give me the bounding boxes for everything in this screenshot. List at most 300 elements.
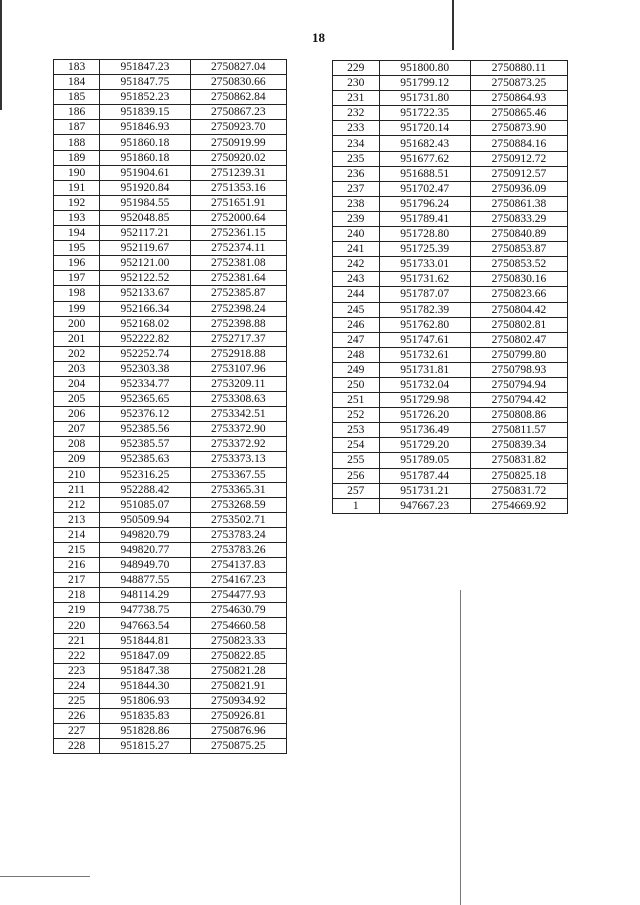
y-coordinate-cell: 2753308.63 (190, 392, 286, 407)
y-coordinate-cell: 2754660.58 (190, 618, 286, 633)
point-number-cell: 249 (333, 362, 380, 377)
table-row (333, 317, 568, 332)
point-number-cell: 229 (333, 61, 380, 76)
table-row (54, 361, 287, 376)
scan-edge-line-top-right (452, 0, 454, 50)
point-number-cell: 187 (54, 120, 100, 135)
table-row (333, 438, 568, 453)
table-row (333, 91, 568, 106)
table-row (333, 272, 568, 287)
x-coordinate-cell: 952376.12 (100, 407, 190, 422)
y-coordinate-cell: 2753372.92 (190, 437, 286, 452)
x-coordinate-cell: 948949.70 (100, 558, 190, 573)
point-number-cell: 219 (54, 603, 100, 618)
table-row (54, 150, 287, 165)
x-coordinate-cell: 951731.21 (379, 483, 470, 498)
point-number-cell: 194 (54, 226, 100, 241)
x-coordinate-cell: 951702.47 (379, 181, 470, 196)
x-coordinate-cell: 947663.54 (100, 618, 190, 633)
table-row (333, 181, 568, 196)
table-row (333, 347, 568, 362)
table-row (54, 678, 287, 693)
x-coordinate-cell: 951732.61 (379, 347, 470, 362)
x-coordinate-cell: 951904.61 (100, 165, 190, 180)
point-number-cell: 192 (54, 195, 100, 210)
table-row (54, 392, 287, 407)
table-row (54, 301, 287, 316)
y-coordinate-cell: 2752717.37 (190, 331, 286, 346)
point-number-cell: 198 (54, 286, 100, 301)
table-row (54, 195, 287, 210)
y-coordinate-cell: 2754669.92 (470, 498, 567, 513)
table-row (54, 482, 287, 497)
y-coordinate-cell: 2750875.25 (190, 739, 286, 754)
x-coordinate-cell: 951860.18 (100, 150, 190, 165)
point-number-cell: 191 (54, 180, 100, 195)
y-coordinate-cell: 2753268.59 (190, 497, 286, 512)
x-coordinate-cell: 949820.77 (100, 543, 190, 558)
point-number-cell: 208 (54, 437, 100, 452)
table-row (54, 467, 287, 482)
x-coordinate-cell: 951815.27 (100, 739, 190, 754)
y-coordinate-cell: 2750830.66 (190, 75, 286, 90)
x-coordinate-cell: 947667.23 (379, 498, 470, 513)
y-coordinate-cell: 2753783.24 (190, 527, 286, 542)
point-number-cell: 205 (54, 392, 100, 407)
point-number-cell: 183 (54, 60, 100, 75)
point-number-cell: 245 (333, 302, 380, 317)
x-coordinate-cell: 952222.82 (100, 331, 190, 346)
table-row (333, 332, 568, 347)
point-number-cell: 253 (333, 423, 380, 438)
point-number-cell: 185 (54, 90, 100, 105)
point-number-cell: 225 (54, 693, 100, 708)
point-number-cell: 211 (54, 482, 100, 497)
scan-edge-line-bottom (0, 876, 90, 877)
point-number-cell: 189 (54, 150, 100, 165)
table-row (54, 693, 287, 708)
x-coordinate-cell: 951720.14 (379, 121, 470, 136)
table-row (333, 498, 568, 513)
x-coordinate-cell: 951731.80 (379, 91, 470, 106)
x-coordinate-cell: 952166.34 (100, 301, 190, 316)
x-coordinate-cell: 951085.07 (100, 497, 190, 512)
y-coordinate-cell: 2753502.71 (190, 512, 286, 527)
point-number-cell: 226 (54, 709, 100, 724)
y-coordinate-cell: 2753209.11 (190, 376, 286, 391)
y-coordinate-cell: 2750853.87 (470, 242, 567, 257)
y-coordinate-cell: 2750822.85 (190, 648, 286, 663)
x-coordinate-cell: 952133.67 (100, 286, 190, 301)
point-number-cell: 1 (333, 498, 380, 513)
table-row (333, 227, 568, 242)
x-coordinate-cell: 951835.83 (100, 709, 190, 724)
y-coordinate-cell: 2750926.81 (190, 709, 286, 724)
point-number-cell: 223 (54, 663, 100, 678)
point-number-cell: 255 (333, 453, 380, 468)
point-number-cell: 216 (54, 558, 100, 573)
point-number-cell: 195 (54, 241, 100, 256)
table-row (333, 61, 568, 76)
y-coordinate-cell: 2750827.04 (190, 60, 286, 75)
y-coordinate-cell: 2752374.11 (190, 241, 286, 256)
y-coordinate-cell: 2750808.86 (470, 408, 567, 423)
y-coordinate-cell: 2750873.25 (470, 76, 567, 91)
x-coordinate-cell: 952385.56 (100, 422, 190, 437)
x-coordinate-cell: 947738.75 (100, 603, 190, 618)
point-number-cell: 241 (333, 242, 380, 257)
table-row (54, 256, 287, 271)
x-coordinate-cell: 951796.24 (379, 196, 470, 211)
point-number-cell: 247 (333, 332, 380, 347)
y-coordinate-cell: 2753365.31 (190, 482, 286, 497)
y-coordinate-cell: 2752381.64 (190, 271, 286, 286)
table-row (54, 633, 287, 648)
y-coordinate-cell: 2750873.90 (470, 121, 567, 136)
y-coordinate-cell: 2750864.93 (470, 91, 567, 106)
table-row (54, 376, 287, 391)
point-number-cell: 236 (333, 166, 380, 181)
table-row (54, 75, 287, 90)
point-number-cell: 188 (54, 135, 100, 150)
y-coordinate-cell: 2750884.16 (470, 136, 567, 151)
x-coordinate-cell: 951789.05 (379, 453, 470, 468)
x-coordinate-cell: 951732.04 (379, 377, 470, 392)
table-row (333, 362, 568, 377)
point-number-cell: 238 (333, 196, 380, 211)
point-number-cell: 237 (333, 181, 380, 196)
x-coordinate-cell: 948114.29 (100, 588, 190, 603)
y-coordinate-cell: 2753107.96 (190, 361, 286, 376)
table-row (333, 151, 568, 166)
y-coordinate-cell: 2752398.88 (190, 316, 286, 331)
y-coordinate-cell: 2750802.81 (470, 317, 567, 332)
point-number-cell: 256 (333, 468, 380, 483)
x-coordinate-cell: 949820.79 (100, 527, 190, 542)
x-coordinate-cell: 951800.80 (379, 61, 470, 76)
table-row (333, 453, 568, 468)
table-row (333, 211, 568, 226)
point-number-cell: 224 (54, 678, 100, 693)
table-row (54, 180, 287, 195)
point-number-cell: 213 (54, 512, 100, 527)
x-coordinate-cell: 951860.18 (100, 135, 190, 150)
x-coordinate-cell: 952122.52 (100, 271, 190, 286)
point-number-cell: 190 (54, 165, 100, 180)
y-coordinate-cell: 2750936.09 (470, 181, 567, 196)
y-coordinate-cell: 2750840.89 (470, 227, 567, 242)
table-row (54, 497, 287, 512)
table-row (54, 90, 287, 105)
point-number-cell: 235 (333, 151, 380, 166)
point-number-cell: 240 (333, 227, 380, 242)
y-coordinate-cell: 2750880.11 (470, 61, 567, 76)
x-coordinate-cell: 951682.43 (379, 136, 470, 151)
x-coordinate-cell: 951847.09 (100, 648, 190, 663)
point-number-cell: 242 (333, 257, 380, 272)
x-coordinate-cell: 951846.93 (100, 120, 190, 135)
point-number-cell: 199 (54, 301, 100, 316)
x-coordinate-cell: 951852.23 (100, 90, 190, 105)
point-number-cell: 243 (333, 272, 380, 287)
x-coordinate-cell: 952316.25 (100, 467, 190, 482)
y-coordinate-cell: 2753783.26 (190, 543, 286, 558)
y-coordinate-cell: 2750862.84 (190, 90, 286, 105)
point-number-cell: 203 (54, 361, 100, 376)
y-coordinate-cell: 2752385.87 (190, 286, 286, 301)
table-row (54, 210, 287, 225)
point-number-cell: 251 (333, 393, 380, 408)
x-coordinate-cell: 951725.39 (379, 242, 470, 257)
x-coordinate-cell: 951729.98 (379, 393, 470, 408)
table-row (54, 407, 287, 422)
coordinates-table-right (332, 60, 568, 514)
point-number-cell: 246 (333, 317, 380, 332)
table-row (333, 287, 568, 302)
x-coordinate-cell: 951736.49 (379, 423, 470, 438)
point-number-cell: 212 (54, 497, 100, 512)
y-coordinate-cell: 2752000.64 (190, 210, 286, 225)
y-coordinate-cell: 2750861.38 (470, 196, 567, 211)
table-row (333, 468, 568, 483)
point-number-cell: 209 (54, 452, 100, 467)
x-coordinate-cell: 951828.86 (100, 724, 190, 739)
x-coordinate-cell: 951688.51 (379, 166, 470, 181)
y-coordinate-cell: 2754630.79 (190, 603, 286, 618)
table-row (333, 242, 568, 257)
y-coordinate-cell: 2750823.33 (190, 633, 286, 648)
table-row (54, 422, 287, 437)
y-coordinate-cell: 2750865.46 (470, 106, 567, 121)
x-coordinate-cell: 951731.81 (379, 362, 470, 377)
x-coordinate-cell: 952365.65 (100, 392, 190, 407)
y-coordinate-cell: 2753373.13 (190, 452, 286, 467)
x-coordinate-cell: 951782.39 (379, 302, 470, 317)
page-number: 18 (312, 30, 325, 45)
table-row (54, 618, 287, 633)
point-number-cell: 254 (333, 438, 380, 453)
x-coordinate-cell: 951847.75 (100, 75, 190, 90)
y-coordinate-cell: 2750802.47 (470, 332, 567, 347)
point-number-cell: 202 (54, 346, 100, 361)
x-coordinate-cell: 951984.55 (100, 195, 190, 210)
point-number-cell: 232 (333, 106, 380, 121)
table-row (54, 60, 287, 75)
y-coordinate-cell: 2751239.31 (190, 165, 286, 180)
table-row (54, 165, 287, 180)
table-row (54, 512, 287, 527)
table-row (54, 286, 287, 301)
point-number-cell: 184 (54, 75, 100, 90)
scan-edge-line-left (0, 0, 2, 110)
y-coordinate-cell: 2750853.52 (470, 257, 567, 272)
table-row (54, 724, 287, 739)
table-row (54, 437, 287, 452)
y-coordinate-cell: 2750794.94 (470, 377, 567, 392)
x-coordinate-cell: 950509.94 (100, 512, 190, 527)
point-number-cell: 206 (54, 407, 100, 422)
point-number-cell: 234 (333, 136, 380, 151)
y-coordinate-cell: 2750831.82 (470, 453, 567, 468)
point-number-cell: 214 (54, 527, 100, 542)
y-coordinate-cell: 2752918.88 (190, 346, 286, 361)
table-row (333, 136, 568, 151)
point-number-cell: 228 (54, 739, 100, 754)
table-row (333, 76, 568, 91)
y-coordinate-cell: 2750831.72 (470, 483, 567, 498)
point-number-cell: 222 (54, 648, 100, 663)
x-coordinate-cell: 951844.30 (100, 678, 190, 693)
y-coordinate-cell: 2750839.34 (470, 438, 567, 453)
table-row (54, 543, 287, 558)
y-coordinate-cell: 2754477.93 (190, 588, 286, 603)
table-row (54, 331, 287, 346)
x-coordinate-cell: 952117.21 (100, 226, 190, 241)
y-coordinate-cell: 2750830.16 (470, 272, 567, 287)
table-row (54, 271, 287, 286)
table-row (54, 135, 287, 150)
y-coordinate-cell: 2753372.90 (190, 422, 286, 437)
x-coordinate-cell: 952048.85 (100, 210, 190, 225)
table-row (333, 302, 568, 317)
point-number-cell: 220 (54, 618, 100, 633)
y-coordinate-cell: 2750920.02 (190, 150, 286, 165)
table-row (54, 226, 287, 241)
table-row (333, 196, 568, 211)
y-coordinate-cell: 2750798.93 (470, 362, 567, 377)
point-number-cell: 210 (54, 467, 100, 482)
table-row (333, 121, 568, 136)
y-coordinate-cell: 2750867.23 (190, 105, 286, 120)
y-coordinate-cell: 2750919.99 (190, 135, 286, 150)
point-number-cell: 227 (54, 724, 100, 739)
x-coordinate-cell: 952252.74 (100, 346, 190, 361)
y-coordinate-cell: 2753367.55 (190, 467, 286, 482)
table-row (54, 739, 287, 754)
x-coordinate-cell: 952288.42 (100, 482, 190, 497)
x-coordinate-cell: 951847.38 (100, 663, 190, 678)
y-coordinate-cell: 2750912.72 (470, 151, 567, 166)
x-coordinate-cell: 951920.84 (100, 180, 190, 195)
table-row (333, 483, 568, 498)
x-coordinate-cell: 951799.12 (379, 76, 470, 91)
y-coordinate-cell: 2750876.96 (190, 724, 286, 739)
table-row (54, 527, 287, 542)
point-number-cell: 207 (54, 422, 100, 437)
table-row (333, 377, 568, 392)
table-row (333, 393, 568, 408)
y-coordinate-cell: 2750821.28 (190, 663, 286, 678)
x-coordinate-cell: 951728.80 (379, 227, 470, 242)
y-coordinate-cell: 2754167.23 (190, 573, 286, 588)
table-row (333, 257, 568, 272)
point-number-cell: 200 (54, 316, 100, 331)
y-coordinate-cell: 2751651.91 (190, 195, 286, 210)
table-row (54, 588, 287, 603)
x-coordinate-cell: 951762.80 (379, 317, 470, 332)
x-coordinate-cell: 951787.44 (379, 468, 470, 483)
table-row (54, 346, 287, 361)
x-coordinate-cell: 951747.61 (379, 332, 470, 347)
y-coordinate-cell: 2750825.18 (470, 468, 567, 483)
table-row (54, 558, 287, 573)
x-coordinate-cell: 951847.23 (100, 60, 190, 75)
table-row (54, 452, 287, 467)
point-number-cell: 252 (333, 408, 380, 423)
point-number-cell: 186 (54, 105, 100, 120)
y-coordinate-cell: 2750912.57 (470, 166, 567, 181)
table-row (54, 709, 287, 724)
y-coordinate-cell: 2751353.16 (190, 180, 286, 195)
coordinates-table-left (53, 59, 287, 754)
y-coordinate-cell: 2752361.15 (190, 226, 286, 241)
table-row (333, 423, 568, 438)
x-coordinate-cell: 952119.67 (100, 241, 190, 256)
x-coordinate-cell: 952303.38 (100, 361, 190, 376)
point-number-cell: 215 (54, 543, 100, 558)
table-row (54, 105, 287, 120)
point-number-cell: 248 (333, 347, 380, 362)
point-number-cell: 197 (54, 271, 100, 286)
point-number-cell: 196 (54, 256, 100, 271)
y-coordinate-cell: 2750811.57 (470, 423, 567, 438)
x-coordinate-cell: 952121.00 (100, 256, 190, 271)
table-row (54, 573, 287, 588)
table-row (54, 648, 287, 663)
table-row (333, 106, 568, 121)
y-coordinate-cell: 2750794.42 (470, 393, 567, 408)
y-coordinate-cell: 2750799.80 (470, 347, 567, 362)
point-number-cell: 233 (333, 121, 380, 136)
point-number-cell: 193 (54, 210, 100, 225)
x-coordinate-cell: 948877.55 (100, 573, 190, 588)
table-row (54, 316, 287, 331)
y-coordinate-cell: 2752398.24 (190, 301, 286, 316)
y-coordinate-cell: 2750934.92 (190, 693, 286, 708)
x-coordinate-cell: 951787.07 (379, 287, 470, 302)
point-number-cell: 250 (333, 377, 380, 392)
x-coordinate-cell: 951733.01 (379, 257, 470, 272)
x-coordinate-cell: 951789.41 (379, 211, 470, 226)
y-coordinate-cell: 2754137.83 (190, 558, 286, 573)
x-coordinate-cell: 951844.81 (100, 633, 190, 648)
point-number-cell: 230 (333, 76, 380, 91)
table-row (333, 408, 568, 423)
x-coordinate-cell: 952385.63 (100, 452, 190, 467)
point-number-cell: 244 (333, 287, 380, 302)
x-coordinate-cell: 952334.77 (100, 376, 190, 391)
y-coordinate-cell: 2752381.08 (190, 256, 286, 271)
y-coordinate-cell: 2750923.70 (190, 120, 286, 135)
point-number-cell: 217 (54, 573, 100, 588)
x-coordinate-cell: 951722.35 (379, 106, 470, 121)
x-coordinate-cell: 952385.57 (100, 437, 190, 452)
point-number-cell: 257 (333, 483, 380, 498)
y-coordinate-cell: 2750821.91 (190, 678, 286, 693)
y-coordinate-cell: 2750804.42 (470, 302, 567, 317)
x-coordinate-cell: 951729.20 (379, 438, 470, 453)
x-coordinate-cell: 951726.20 (379, 408, 470, 423)
table-row (54, 603, 287, 618)
point-number-cell: 204 (54, 376, 100, 391)
scan-edge-line-right (460, 590, 461, 905)
table-row (333, 166, 568, 181)
table-row (54, 120, 287, 135)
point-number-cell: 201 (54, 331, 100, 346)
point-number-cell: 239 (333, 211, 380, 226)
x-coordinate-cell: 951677.62 (379, 151, 470, 166)
x-coordinate-cell: 951731.62 (379, 272, 470, 287)
